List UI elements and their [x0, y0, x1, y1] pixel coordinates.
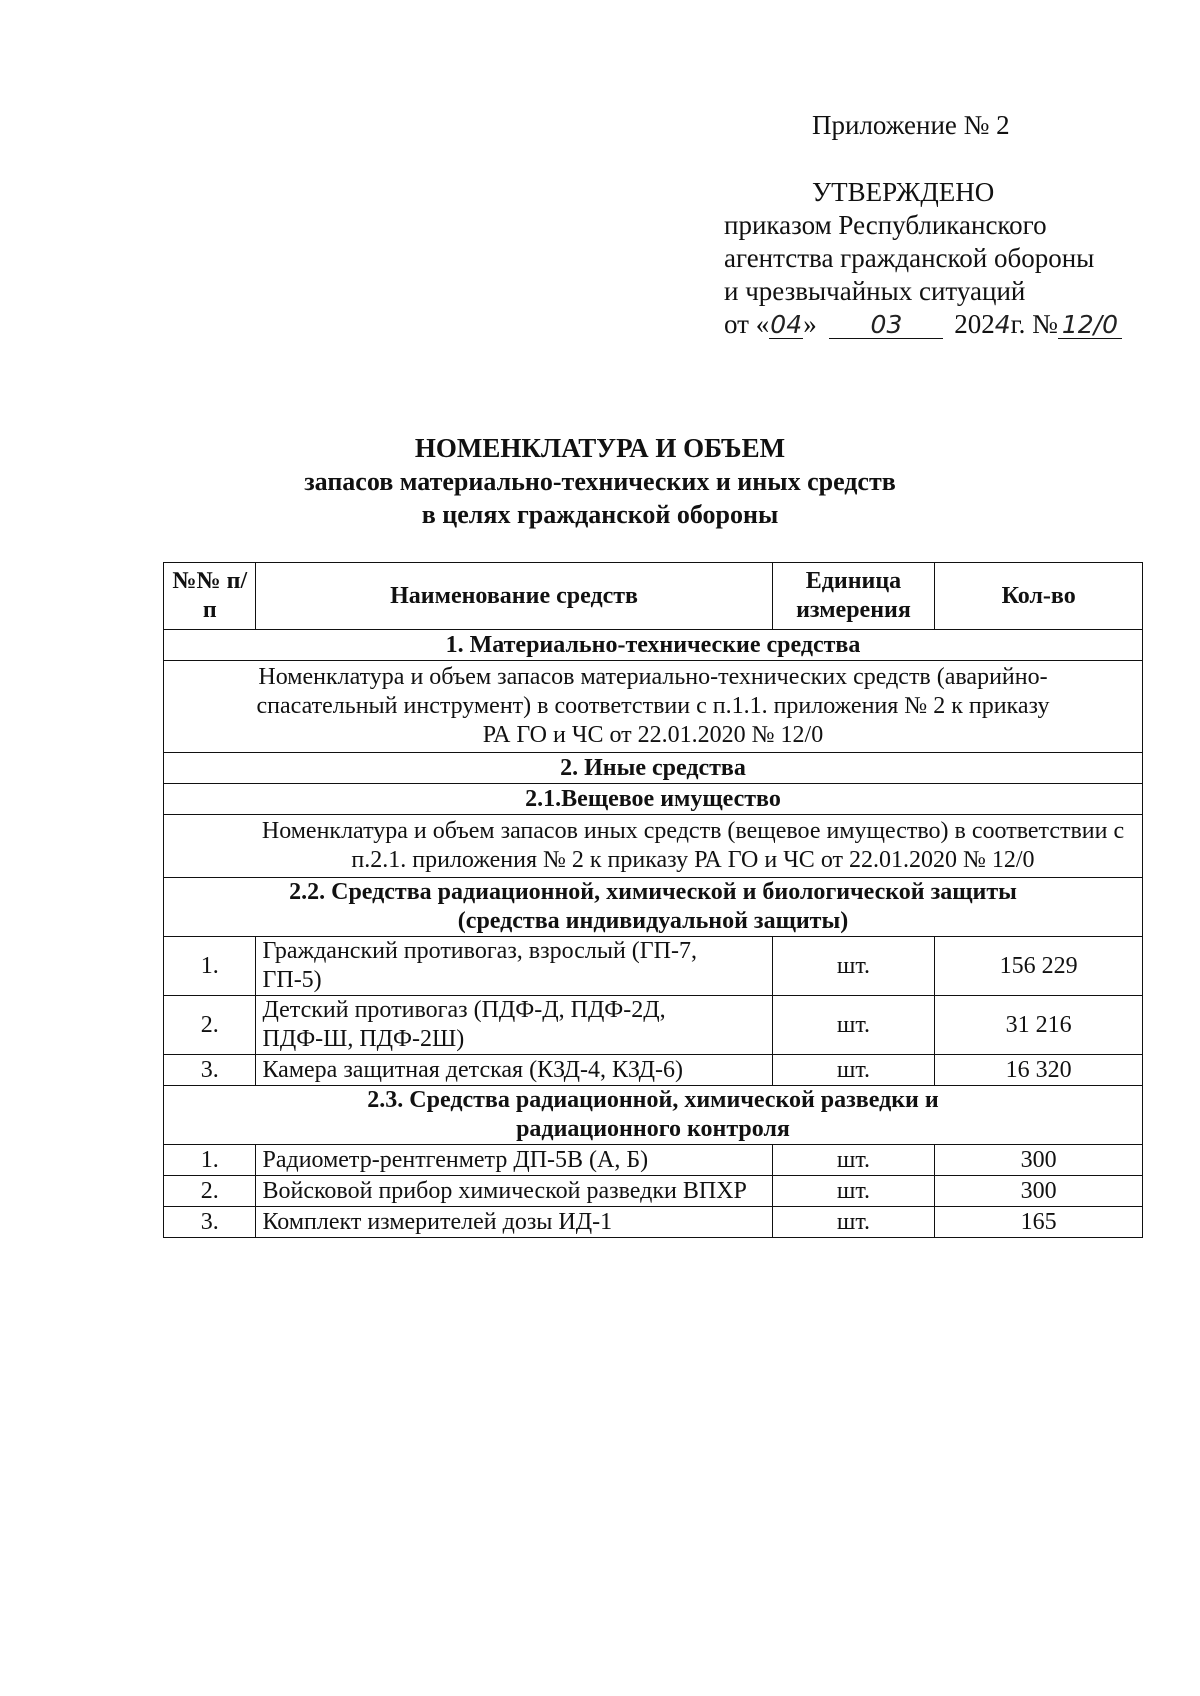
row-unit: шт. [772, 1145, 935, 1176]
row-num: 1. [164, 1145, 256, 1176]
title-line-3: в целях гражданской обороны [421, 500, 779, 529]
order-line-2: агентства гражданской обороны [724, 243, 1095, 273]
table-row [164, 1145, 1143, 1176]
section-2-title: 2. Иные средства [164, 753, 1143, 784]
section-1-note-row [164, 661, 1143, 753]
nomenclature-table [163, 562, 1143, 1238]
section-2-1-note: Номенклатура и объем запасов иных средств (вещевое имущество) в соответствии с п.2.1. приложения № 2 к приказу РА ГО и ЧС от 22.01.2020 № 12/0 [164, 815, 1143, 878]
section-2-2-title: 2.2. Средства радиационной, химической и биологической защиты (средства индивидуальной защиты) [164, 878, 1143, 937]
row-unit: шт. [772, 1207, 935, 1238]
row-qty: 156 229 [935, 937, 1143, 996]
section-2-2-row [164, 878, 1143, 937]
row-name: Комплект измерителей дозы ИД-1 [256, 1207, 772, 1238]
approval-block [724, 176, 1122, 341]
row-unit: шт. [772, 1055, 935, 1086]
appendix-label: Приложение № 2 [812, 110, 1010, 140]
date-day-close: » [803, 309, 817, 339]
header-unit: Единица измерения [772, 563, 935, 630]
row-qty: 165 [935, 1207, 1143, 1238]
table-row [164, 1207, 1143, 1238]
section-2-1-row [164, 784, 1143, 815]
section-2-1-note-row [164, 815, 1143, 878]
date-year-suffix: г. № [1010, 309, 1058, 339]
section-2-row [164, 753, 1143, 784]
row-name: Детский противогаз (ПДФ-Д, ПДФ-2Д, ПДФ-Ш, ПДФ-2Ш) [256, 996, 772, 1055]
section-2-1-title: 2.1.Вещевое имущество [164, 784, 1143, 815]
header-name: Наименование средств [256, 563, 772, 630]
row-unit: шт. [772, 1176, 935, 1207]
document-title [0, 432, 1200, 531]
row-name: Радиометр-рентгенметр ДП-5В (А, Б) [256, 1145, 772, 1176]
row-qty: 300 [935, 1176, 1143, 1207]
order-line-3: и чрезвычайных ситуаций [724, 276, 1026, 306]
title-line-2: запасов материально-технических и иных средств [304, 467, 896, 496]
title-line-1: НОМЕНКЛАТУРА И ОБЪЕМ [414, 433, 786, 463]
order-date-line [724, 308, 1122, 341]
date-year-handwritten: 4 [994, 310, 1011, 339]
date-year-prefix: 202 [954, 309, 995, 339]
row-qty: 300 [935, 1145, 1143, 1176]
row-num: 2. [164, 1176, 256, 1207]
section-2-3-row [164, 1086, 1143, 1145]
row-name: Камера защитная детская (КЗД-4, КЗД-6) [256, 1055, 772, 1086]
table-row [164, 1176, 1143, 1207]
order-line-1: приказом Республиканского [724, 210, 1047, 240]
table-row [164, 996, 1143, 1055]
row-num: 1. [164, 937, 256, 996]
row-qty: 31 216 [935, 996, 1143, 1055]
section-1-title: 1. Материально-технические средства [164, 630, 1143, 661]
date-month-handwritten: 03 [829, 312, 943, 339]
header-num: №№ п/п [164, 563, 256, 630]
order-number-handwritten: 12/0 [1058, 312, 1122, 339]
row-name: Войсковой прибор химической разведки ВПХР [256, 1176, 772, 1207]
approved-label: УТВЕРЖДЕНО [812, 177, 995, 207]
row-num: 3. [164, 1207, 256, 1238]
row-unit: шт. [772, 937, 935, 996]
table-row [164, 1055, 1143, 1086]
section-2-3-title: 2.3. Средства радиационной, химической разведки и радиационного контроля [164, 1086, 1143, 1145]
row-qty: 16 320 [935, 1055, 1143, 1086]
row-num: 2. [164, 996, 256, 1055]
row-num: 3. [164, 1055, 256, 1086]
header-qty: Кол-во [935, 563, 1143, 630]
table-header-row [164, 563, 1143, 630]
date-day-handwritten: 04 [770, 310, 803, 339]
row-unit: шт. [772, 996, 935, 1055]
date-prefix: от « [724, 309, 770, 339]
section-1-note: Номенклатура и объем запасов материально-технических средств (аварийно-спасательный инструмент) в соответствии с п.1.1. приложения № 2 к приказу РА ГО и ЧС от 22.01.2020 № 12/0 [164, 661, 1143, 753]
section-1-row [164, 630, 1143, 661]
row-name: Гражданский противогаз, взрослый (ГП-7, ГП-5) [256, 937, 772, 996]
table-row [164, 937, 1143, 996]
